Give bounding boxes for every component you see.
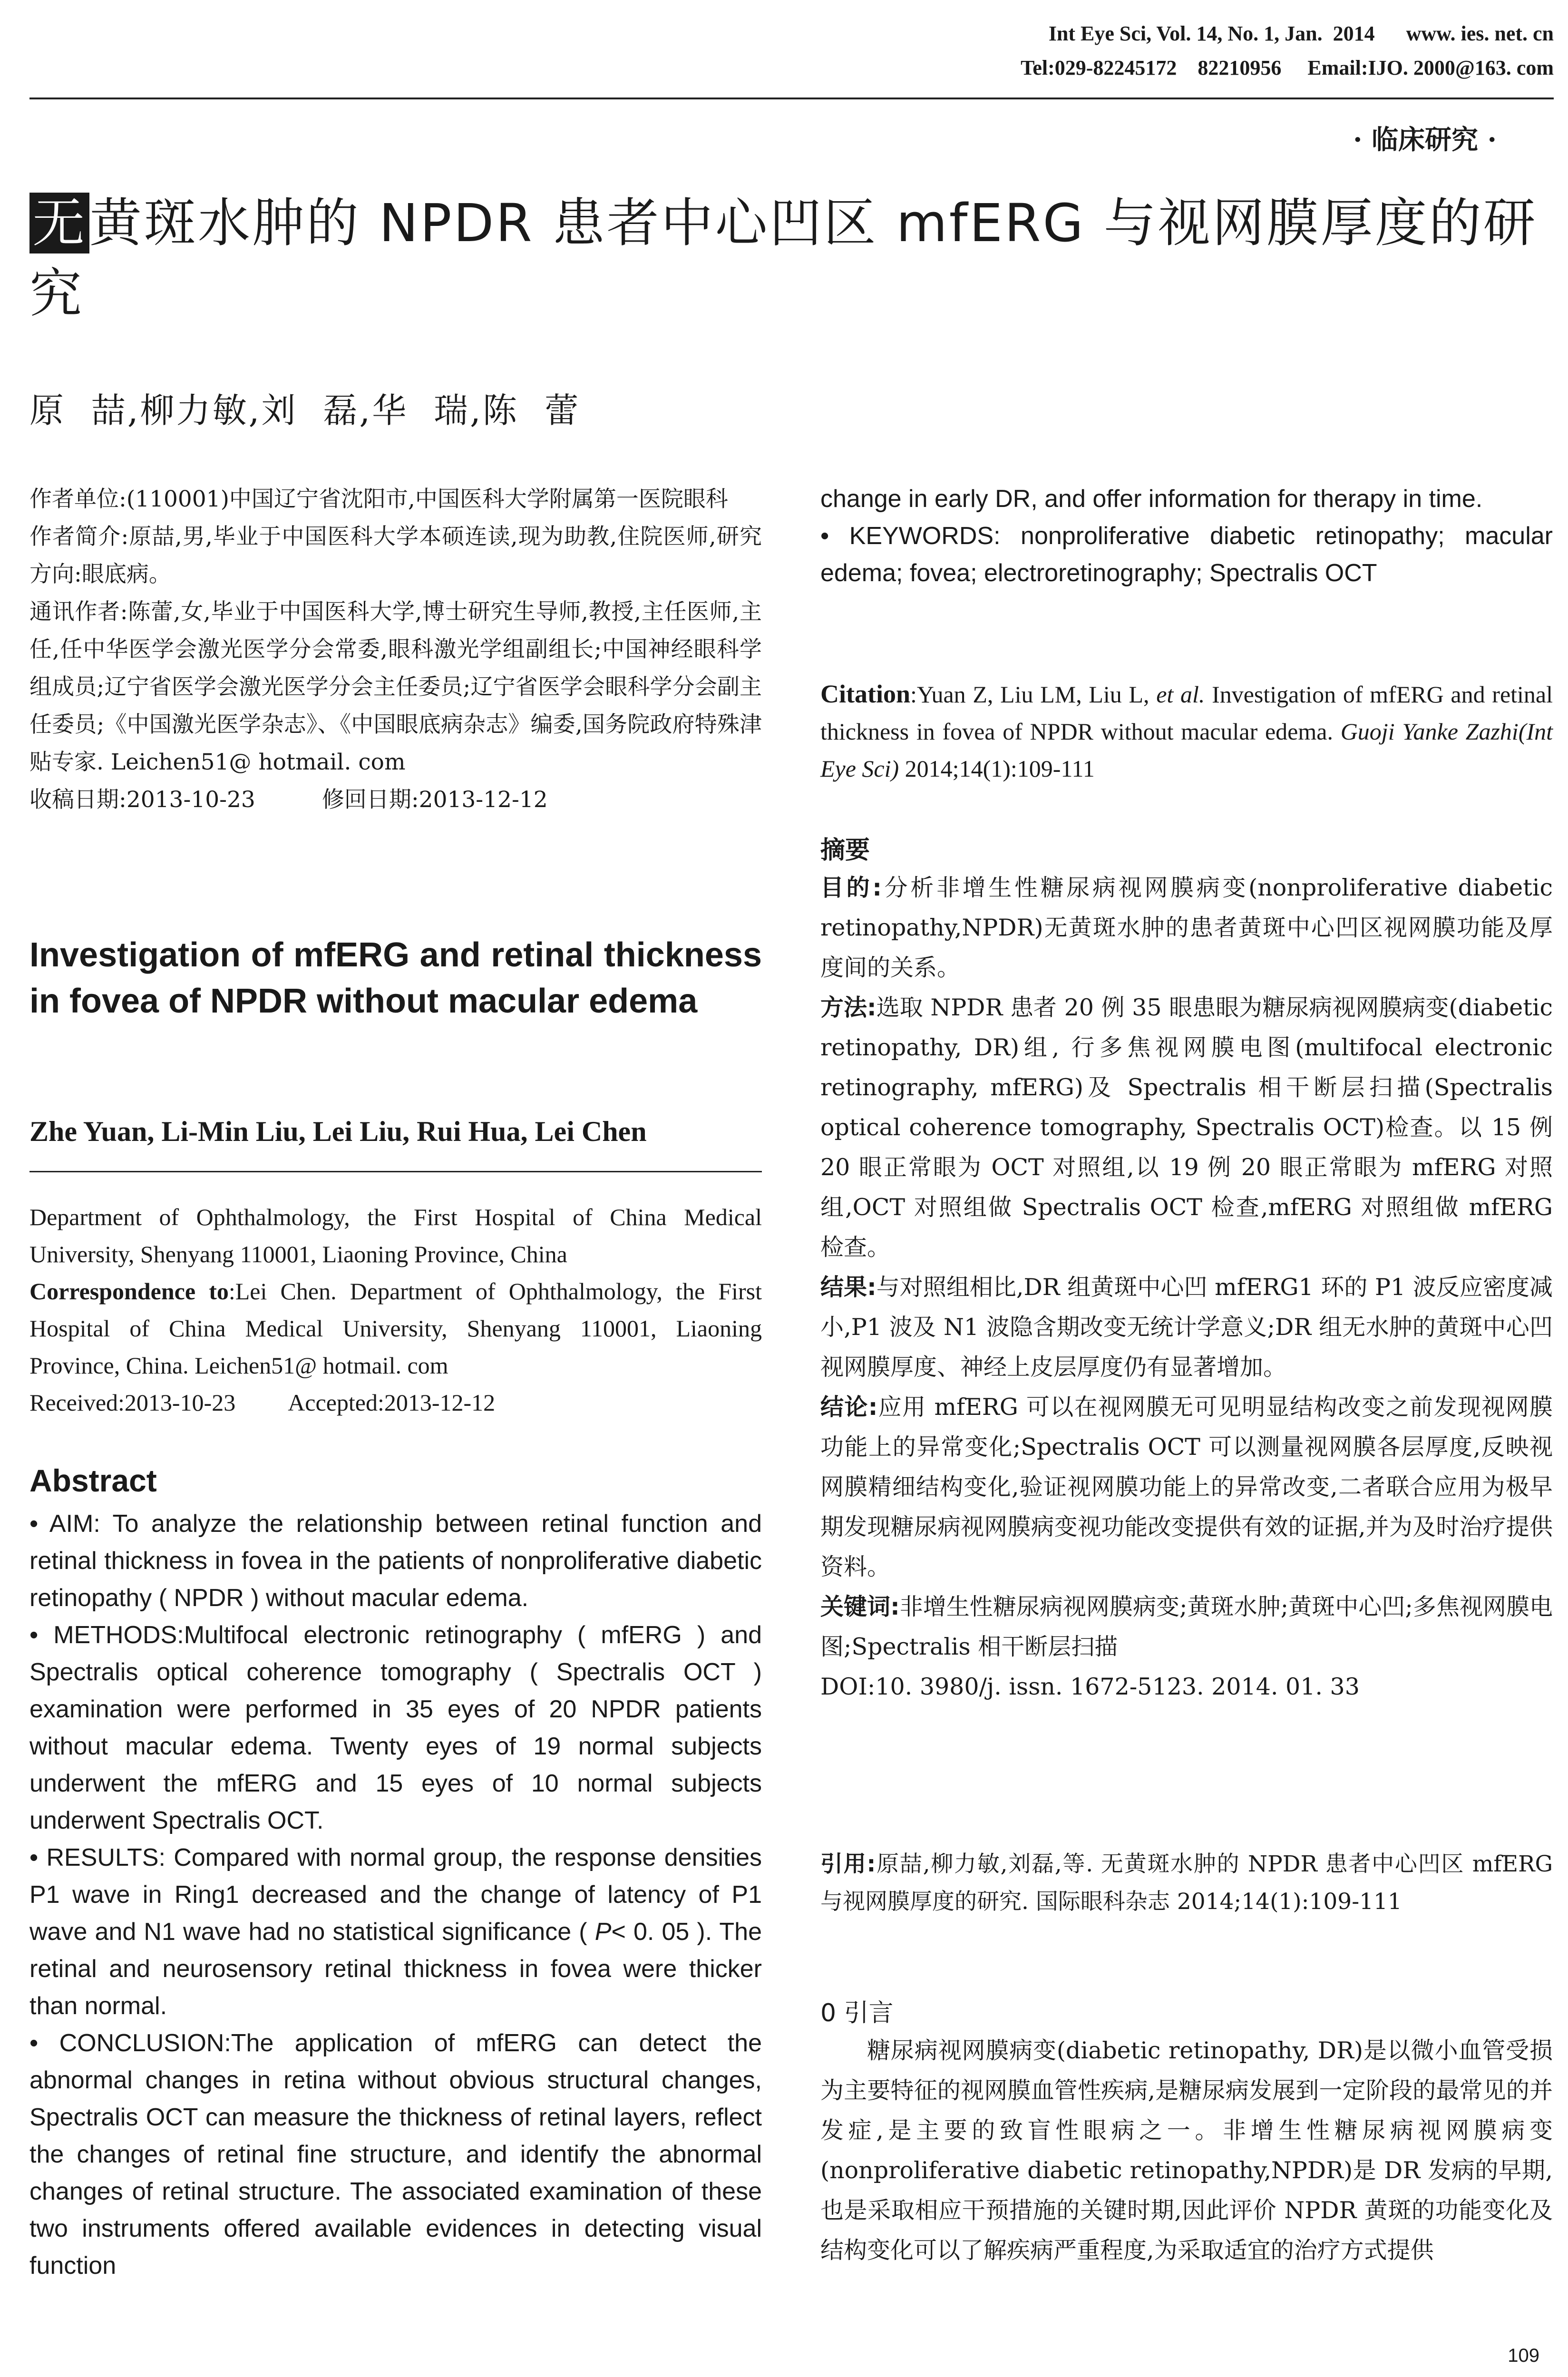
- journal-header-line2: Tel:029-82245172 82210956 Email:IJO. 2000@163. com: [1021, 56, 1554, 79]
- doi: DOI:10. 3980/j. issn. 1672-5123. 2014. 01. 33: [820, 1673, 1360, 1700]
- author-bio: 作者简介:原喆,男,毕业于中国医科大学本硕连读,现为助教,住院医师,研究方向:眼底病。: [29, 524, 762, 587]
- author-info: [29, 480, 762, 818]
- page-number: 109: [1508, 2345, 1539, 2366]
- paper-title: [29, 188, 1539, 329]
- dates-en: [29, 1384, 762, 1421]
- english-abstract: [29, 1505, 762, 2284]
- journal-header-line1: Int Eye Sci, Vol. 14, No. 1, Jan. 2014 www. ies. net. cn: [1048, 22, 1554, 45]
- affiliation: 作者单位:(110001)中国辽宁省沈阳市,中国医科大学附属第一医院眼科: [29, 486, 728, 512]
- abstract-continuation: [820, 480, 1553, 592]
- zh-methods: 方法:选取 NPDR 患者 20 例 35 眼患眼为糖尿病视网膜病变(diabetic retinopathy, DR)组, 行多焦视网膜电图(multifocal electronic retinography, mfERG)及 Spectralis 相干断层扫描(Spectralis optical coherence tomography, Spectralis OCT)检查。以 15 例 20 眼正常眼为 OCT 对照组,以 19 例 20 眼正常眼为 mfERG 对照组,OCT 对照组做 Spectralis OCT 检查,mfERG 对照组做 mfERG 检查。: [820, 994, 1553, 1261]
- cite-zh: 引用:原喆,柳力敏,刘磊,等. 无黄斑水肿的 NPDR 患者中心凹区 mfERG 与视网膜厚度的研究. 国际眼科杂志 2014;14(1):109-111: [820, 1851, 1553, 1915]
- correspondence-cn: 通讯作者:陈蕾,女,毕业于中国医科大学,博士研究生导师,教授,主任医师,主任,任中华医学会激光医学分会常委,眼科激光学组副组长;中国神经眼科学组成员;辽宁省医学会激光医学分会主任委员;辽宁省医学会眼科学分会副主任委员;《中国激光医学杂志》、《中国眼底病杂志》编委,国务院政府特殊津贴专家. Leichen51@ hotmail. com: [29, 599, 762, 775]
- zh-abstract-heading: 摘要: [820, 836, 870, 865]
- abstract-methods: • METHODS:Multifocal electronic retinography ( mfERG ) and Spectralis optical coherence tomography ( Spectralis OCT ) examination were performed in 35 eyes of 20 NPDR patients without macular edema. Twenty eyes of 19 normal subjects underwent the mfERG and 15 eyes of 10 normal subjects underwent Spectralis OCT.: [29, 1621, 762, 1834]
- zh-keywords: 关键词:非增生性糖尿病视网膜病变;黄斑水肿;黄斑中心凹;多焦视网膜电图;Spectralis 相干断层扫描: [820, 1593, 1553, 1660]
- abstract-results: • RESULTS: Compared with normal group, the response densities P1 wave in Ring1 decreased and the change of latency of P1 wave and N1 wave had no statistical significance ( P< 0. 05 ). The retinal and neurosensory retinal thickness in fovea were thicker than normal.: [29, 1844, 762, 2020]
- intro-paragraph: 糖尿病视网膜病变(diabetic retinopathy, DR)是以微小血管受损为主要特征的视网膜血管性疾病,是糖尿病发展到一定阶段的最常见的并发症,是主要的致盲性眼病之一。非增生性糖尿病视网膜病变(nonproliferative diabetic retinopathy,NPDR)是 DR 发病的早期,也是采取相应干预措施的关键时期,因此评价 NPDR 黄斑的功能变化及结构变化可以了解疾病严重程度,为采取适宜的治疗方式提供: [820, 2037, 1553, 2264]
- header-rule: [29, 97, 1554, 99]
- authors-rule: [29, 1171, 762, 1172]
- correspondence-en: Correspondence to:Lei Chen. Department of Ophthalmology, the First Hospital of China Medical University, Shenyang 110001, Liaoning Province, China. Leichen51@ hotmail. com: [29, 1278, 762, 1379]
- english-title: Investigation of mfERG and retinal thickness in fovea of NPDR without macular edema: [29, 936, 762, 1020]
- department: Department of Ophthalmology, the First Hospital of China Medical University, Shenyang 110001, Liaoning Province, China: [29, 1204, 762, 1267]
- keywords-en: • KEYWORDS: nonproliferative diabetic retinopathy; macular edema; fovea; electroretinography; Spectralis OCT: [820, 522, 1553, 587]
- revised-date-cn: 修回日期:2013-12-12: [321, 787, 548, 813]
- zh-conclusion: 结论:应用 mfERG 可以在视网膜无可见明显结构改变之前发现视网膜功能上的异常变化;Spectralis OCT 可以测量视网膜各层厚度,反映视网膜精细结构变化,验证视网膜功能上的异常改变,二者联合应用为极早期发现糖尿病视网膜病变视功能改变提供有效的证据,并为及时治疗提供资料。: [820, 1393, 1553, 1580]
- title-first-char: 无: [29, 193, 89, 253]
- authors-cn: 原 喆,柳力敏,刘 磊,华 瑞,陈 蕾: [29, 390, 581, 430]
- dates-cn: [29, 781, 762, 818]
- received-date-cn: 收稿日期:2013-10-23: [29, 787, 255, 813]
- chinese-abstract: [820, 868, 1553, 1707]
- section-tag: · 临床研究 ·: [1353, 124, 1497, 156]
- received-date-en: Received:2013-10-23: [29, 1389, 236, 1416]
- english-affiliation: [29, 1198, 762, 1421]
- zh-objective: 目的:分析非增生性糖尿病视网膜病变(nonproliferative diabetic retinopathy,NPDR)无黄斑水肿的患者黄斑中心凹区视网膜功能及厚度间的关系。: [820, 874, 1553, 981]
- citation-en: Citation:Yuan Z, Liu LM, Liu L, et al. Investigation of mfERG and retinal thickness in fovea of NPDR without macular edema. Guoji Yanke Zazhi(Int Eye Sci) 2014;14(1):109-111: [820, 680, 1553, 782]
- accepted-date-en: Accepted:2013-12-12: [288, 1389, 496, 1416]
- intro-heading: 0 引言: [820, 1999, 894, 2027]
- zh-results: 结果:与对照组相比,DR 组黄斑中心凹 mfERG1 环的 P1 波反应密度减小,P1 波及 N1 波隐含期改变无统计学意义;DR 组无水肿的黄斑中心凹视网膜厚度、神经上皮层厚度仍有显著增加。: [820, 1274, 1553, 1381]
- abstract-aim: • AIM: To analyze the relationship between retinal function and retinal thickness in fovea in the patients of nonproliferative diabetic retinopathy ( NPDR ) without macular edema.: [29, 1510, 762, 1612]
- conclusion-continuation: change in early DR, and offer information for therapy in time.: [820, 485, 1483, 513]
- english-authors: Zhe Yuan, Li-Min Liu, Lei Liu, Rui Hua, Lei Chen: [29, 1116, 647, 1147]
- abstract-heading: Abstract: [29, 1463, 157, 1498]
- abstract-conclusion: • CONCLUSION:The application of mfERG can detect the abnormal changes in retina without obvious structural changes, Spectralis OCT can measure the thickness of retinal layers, reflect the changes of retinal fine structure, and identify the abnormal changes of retinal structure. The associated examination of these two instruments offered available evidences in detecting visual function: [29, 2029, 762, 2280]
- title-rest: 黄斑水肿的 NPDR 患者中心凹区 mfERG 与视网膜厚度的研究: [29, 193, 1538, 324]
